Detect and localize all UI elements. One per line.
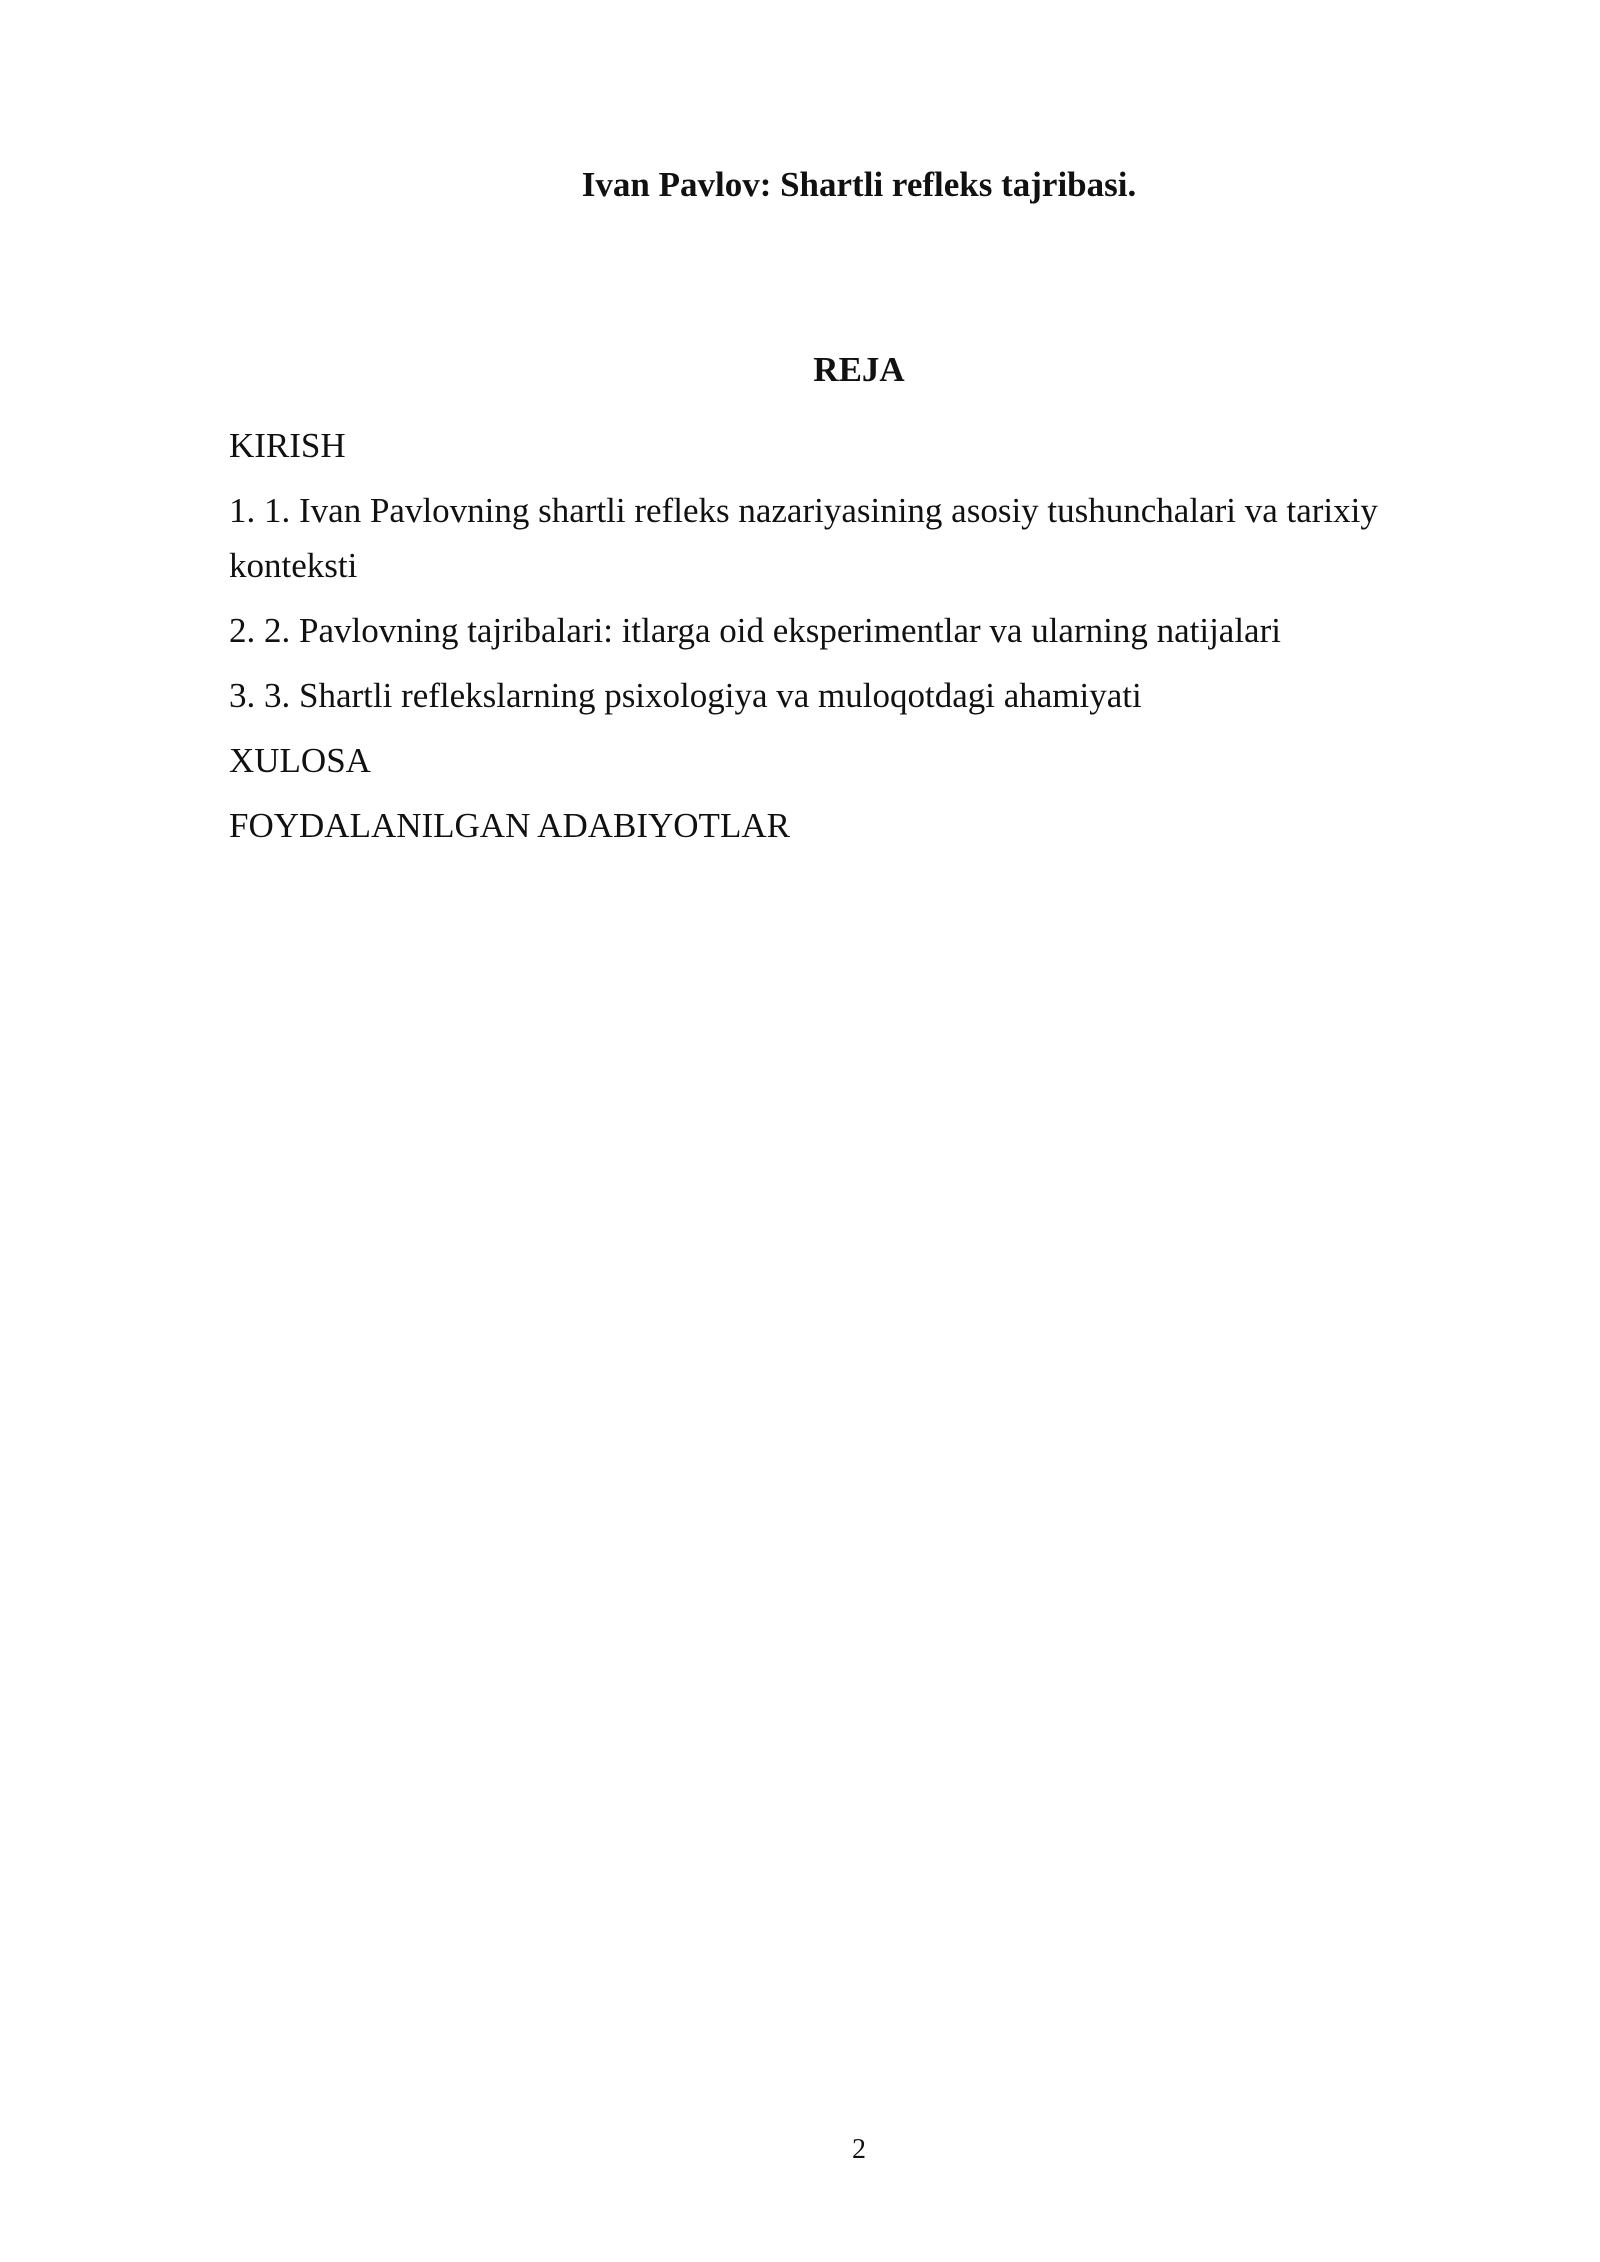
page-number: 2 [852,2134,866,2165]
plan-item-conclusion: XULOSA [229,741,371,780]
plan-list [229,418,1479,863]
plan-item-references: FOYDALANILGAN ADABIYOTLAR [229,806,790,845]
document-title: Ivan Pavlov: Shartli refleks tajribasi. [581,165,1137,204]
plan-item-3: 3. 3. Shartli reflekslarning psixologiya va muloqotdagi ahamiyati [229,676,1142,715]
plan-item-intro: KIRISH [229,426,346,465]
plan-item-2: 2. 2. Pavlovning tajribalari: itlarga oid eksperimentlar va ularning natijalari [229,611,1281,650]
plan-heading: REJA [813,350,905,389]
plan-item-1: 1. 1. Ivan Pavlovning shartli refleks nazariyasining asosiy tushunchalari va tarixiy konteksti [229,491,1378,585]
